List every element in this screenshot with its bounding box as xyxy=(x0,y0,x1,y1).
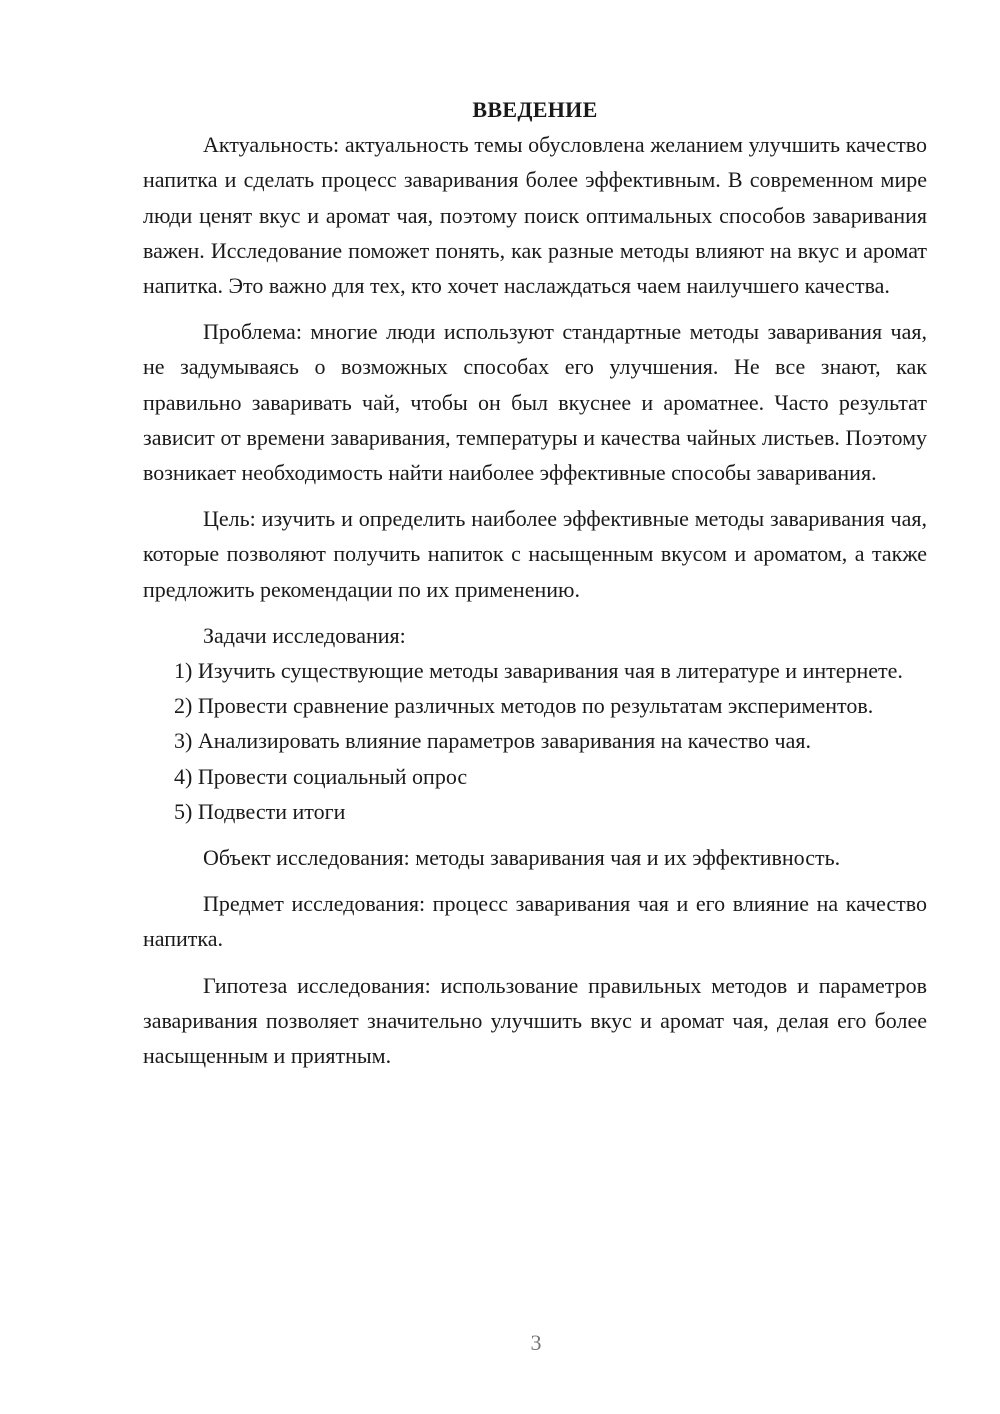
task-item-2: 2) Провести сравнение различных методов по результатам экспериментов. xyxy=(174,693,874,719)
page-number: 3 xyxy=(530,1330,542,1355)
task-item-3: 3) Анализировать влияние параметров заваривания на качество чая. xyxy=(174,728,811,754)
goal-paragraph: Цель: изучить и определить наиболее эффективные методы заваривания чая, которые позволяют получить напиток с насыщенным вкусом и ароматом, а также предложить рекомендации по их применению. xyxy=(143,506,927,602)
task-item-1: 1) Изучить существующие методы заваривания чая в литературе и интернете. xyxy=(174,658,903,684)
object-paragraph: Объект исследования: методы заваривания чая и их эффективность. xyxy=(203,845,841,871)
hypothesis-paragraph: Гипотеза исследования: использование правильных методов и параметров заваривания позволяет значительно улучшить вкус и аромат чая, делая его более насыщенным и приятным. xyxy=(143,972,927,1069)
relevance-paragraph: Актуальность: актуальность темы обусловлена желанием улучшить качество напитка и сделать процесс заваривания более эффективным. В современном мире люди ценят вкус и аромат чая, поэтому поиск оптимальных способов заваривания важен. Исследование поможет понять, как разные методы влияют на вкус и аромат напитка. Это важно для тех, кто хочет наслаждаться чаем наилучшего качества. xyxy=(143,132,927,299)
problem-paragraph: Проблема: многие люди используют стандартные методы заваривания чая, не задумываясь о возможных способах его улучшения. Не все знают, как правильно заваривать чай, чтобы он был вкуснее и ароматнее. Часто результат зависит от времени заваривания, температуры и качества чайных листьев. Поэтому возникает необходимость найти наиболее эффективные способы заваривания. xyxy=(143,319,927,486)
section-title: ВВЕДЕНИЕ xyxy=(472,97,598,122)
tasks-heading: Задачи исследования: xyxy=(203,622,406,648)
task-item-4: 4) Провести социальный опрос xyxy=(174,763,468,789)
document-body xyxy=(143,92,927,1073)
subject-paragraph: Предмет исследования: процесс заваривания чая и его влияние на качество напитка. xyxy=(143,891,927,952)
task-item-5: 5) Подвести итоги xyxy=(174,798,346,824)
